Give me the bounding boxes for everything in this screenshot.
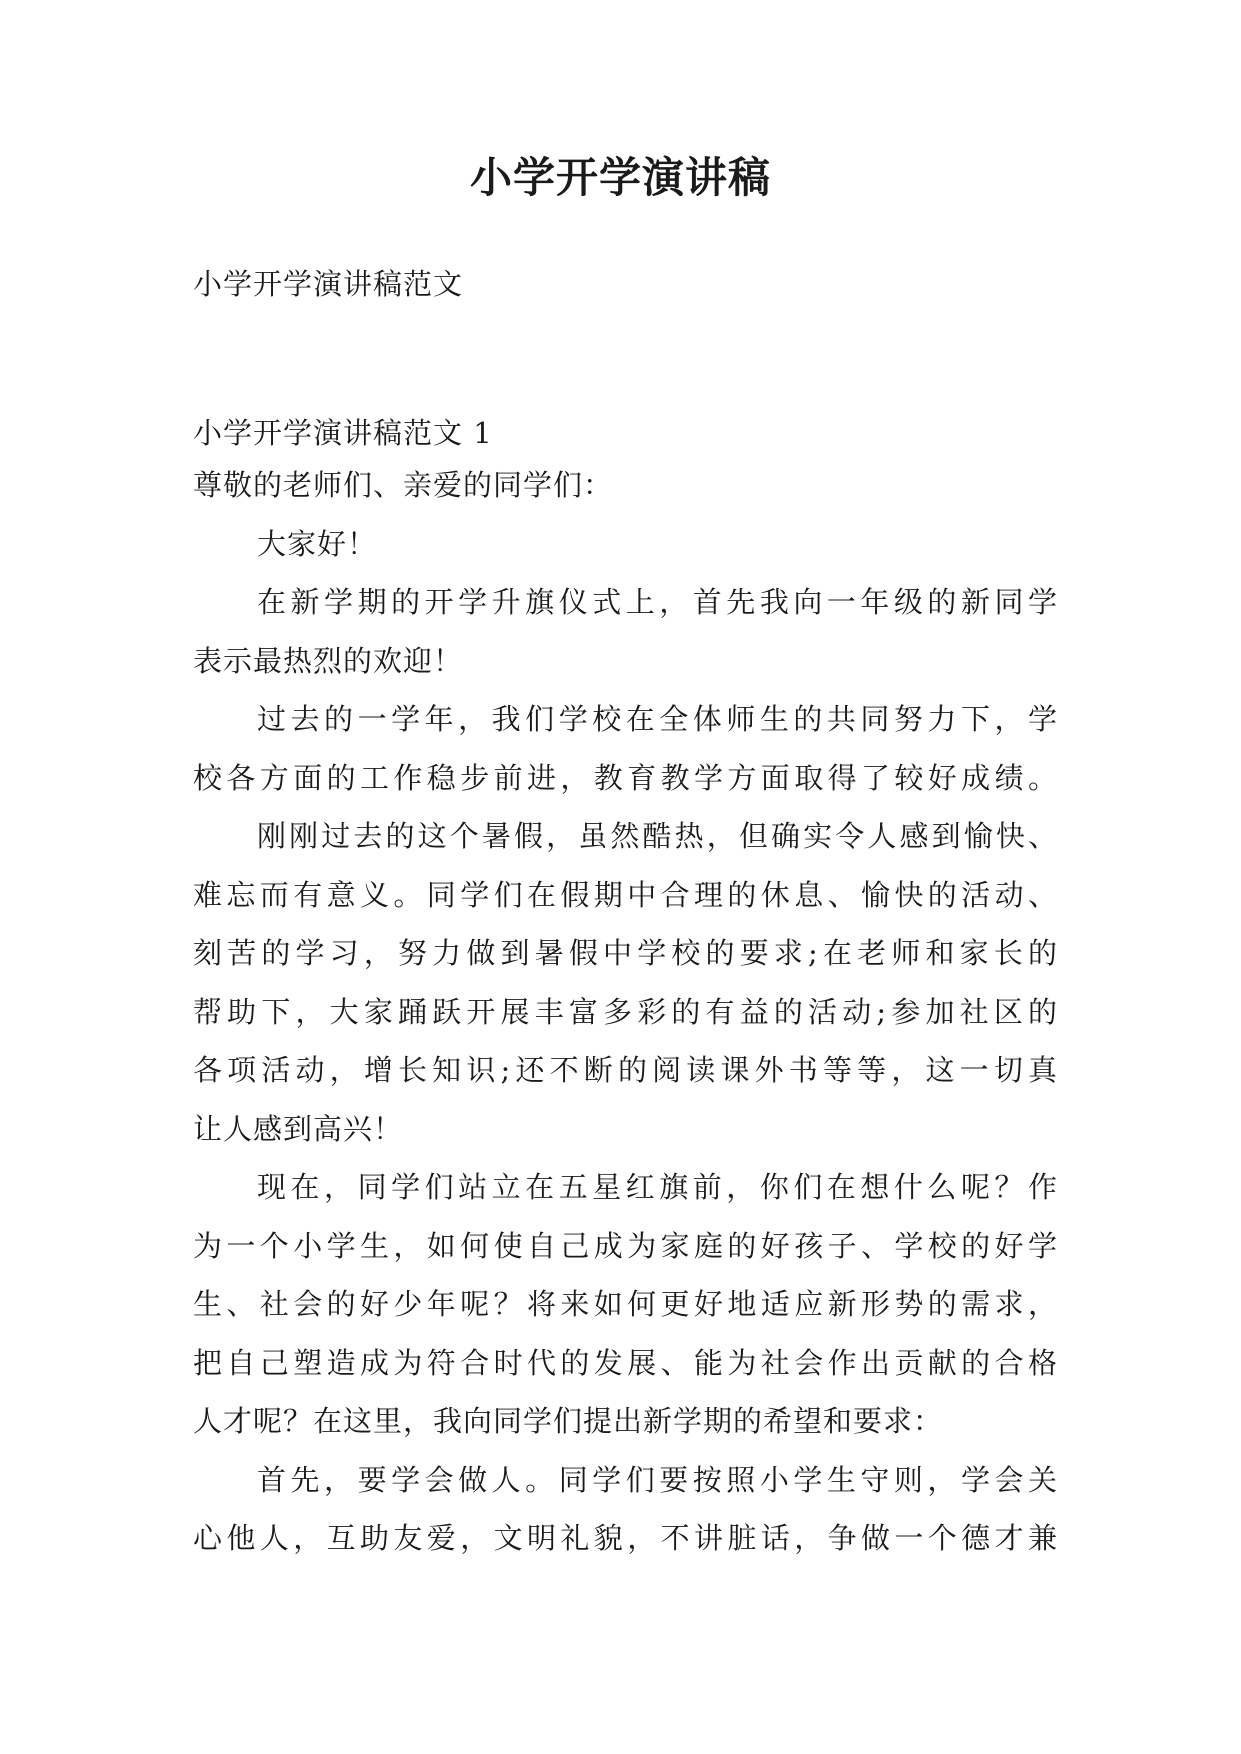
- paragraph-line: 刻苦的学习，努力做到暑假中学校的要求;在老师和家长的: [193, 936, 1058, 970]
- paragraph-line: 表示最热烈的欢迎！: [193, 643, 464, 678]
- paragraph-line: 心他人，互助友爱，文明礼貌，不讲脏话，争做一个德才兼: [193, 1521, 1058, 1555]
- paragraph-line: 生、社会的好少年呢？将来如何更好地适应新形势的需求，: [193, 1287, 1058, 1321]
- document-body: [193, 404, 1058, 1568]
- document-title: 小学开学演讲稿: [469, 153, 771, 202]
- paragraph-line: 刚刚过去的这个暑假，虽然酷热，但确实令人感到愉快、: [257, 819, 1058, 853]
- greeting-line: 大家好！: [257, 526, 378, 561]
- paragraph-line: 让人感到高兴！: [193, 1111, 404, 1146]
- paragraph-line: 现在，同学们站立在五星红旗前，你们在想什么呢？作: [257, 1170, 1058, 1204]
- paragraph-line: 首先，要学会做人。同学们要按照小学生守则，学会关: [257, 1462, 1058, 1497]
- salutation-line: 尊敬的老师们、亲爱的同学们：: [193, 468, 614, 502]
- paragraph-line: 校各方面的工作稳步前进，教育教学方面取得了较好成绩。: [193, 760, 1058, 795]
- paragraph-line: 把自己塑造成为符合时代的发展、能为社会作出贡献的合格: [193, 1345, 1058, 1380]
- paragraph-line: 人才呢？在这里，我向同学们提出新学期的希望和要求：: [193, 1404, 944, 1438]
- paragraph-line: 过去的一学年，我们学校在全体师生的共同努力下，学: [257, 702, 1058, 736]
- section-heading: 小学开学演讲稿范文 1: [193, 416, 493, 450]
- paragraph-line: 难忘而有意义。同学们在假期中合理的休息、愉快的活动、: [193, 877, 1058, 912]
- paragraph-line: 各项活动，增长知识;还不断的阅读课外书等等，这一切真: [193, 1053, 1058, 1087]
- paragraph-line: 为一个小学生，如何使自己成为家庭的好孩子、学校的好学: [193, 1228, 1058, 1263]
- document-subtitle: 小学开学演讲稿范文: [193, 267, 464, 301]
- paragraph-line: 帮助下，大家踊跃开展丰富多彩的有益的活动;参加社区的: [193, 994, 1058, 1029]
- paragraph-line: 在新学期的开学升旗仪式上，首先我向一年级的新同学: [257, 585, 1058, 619]
